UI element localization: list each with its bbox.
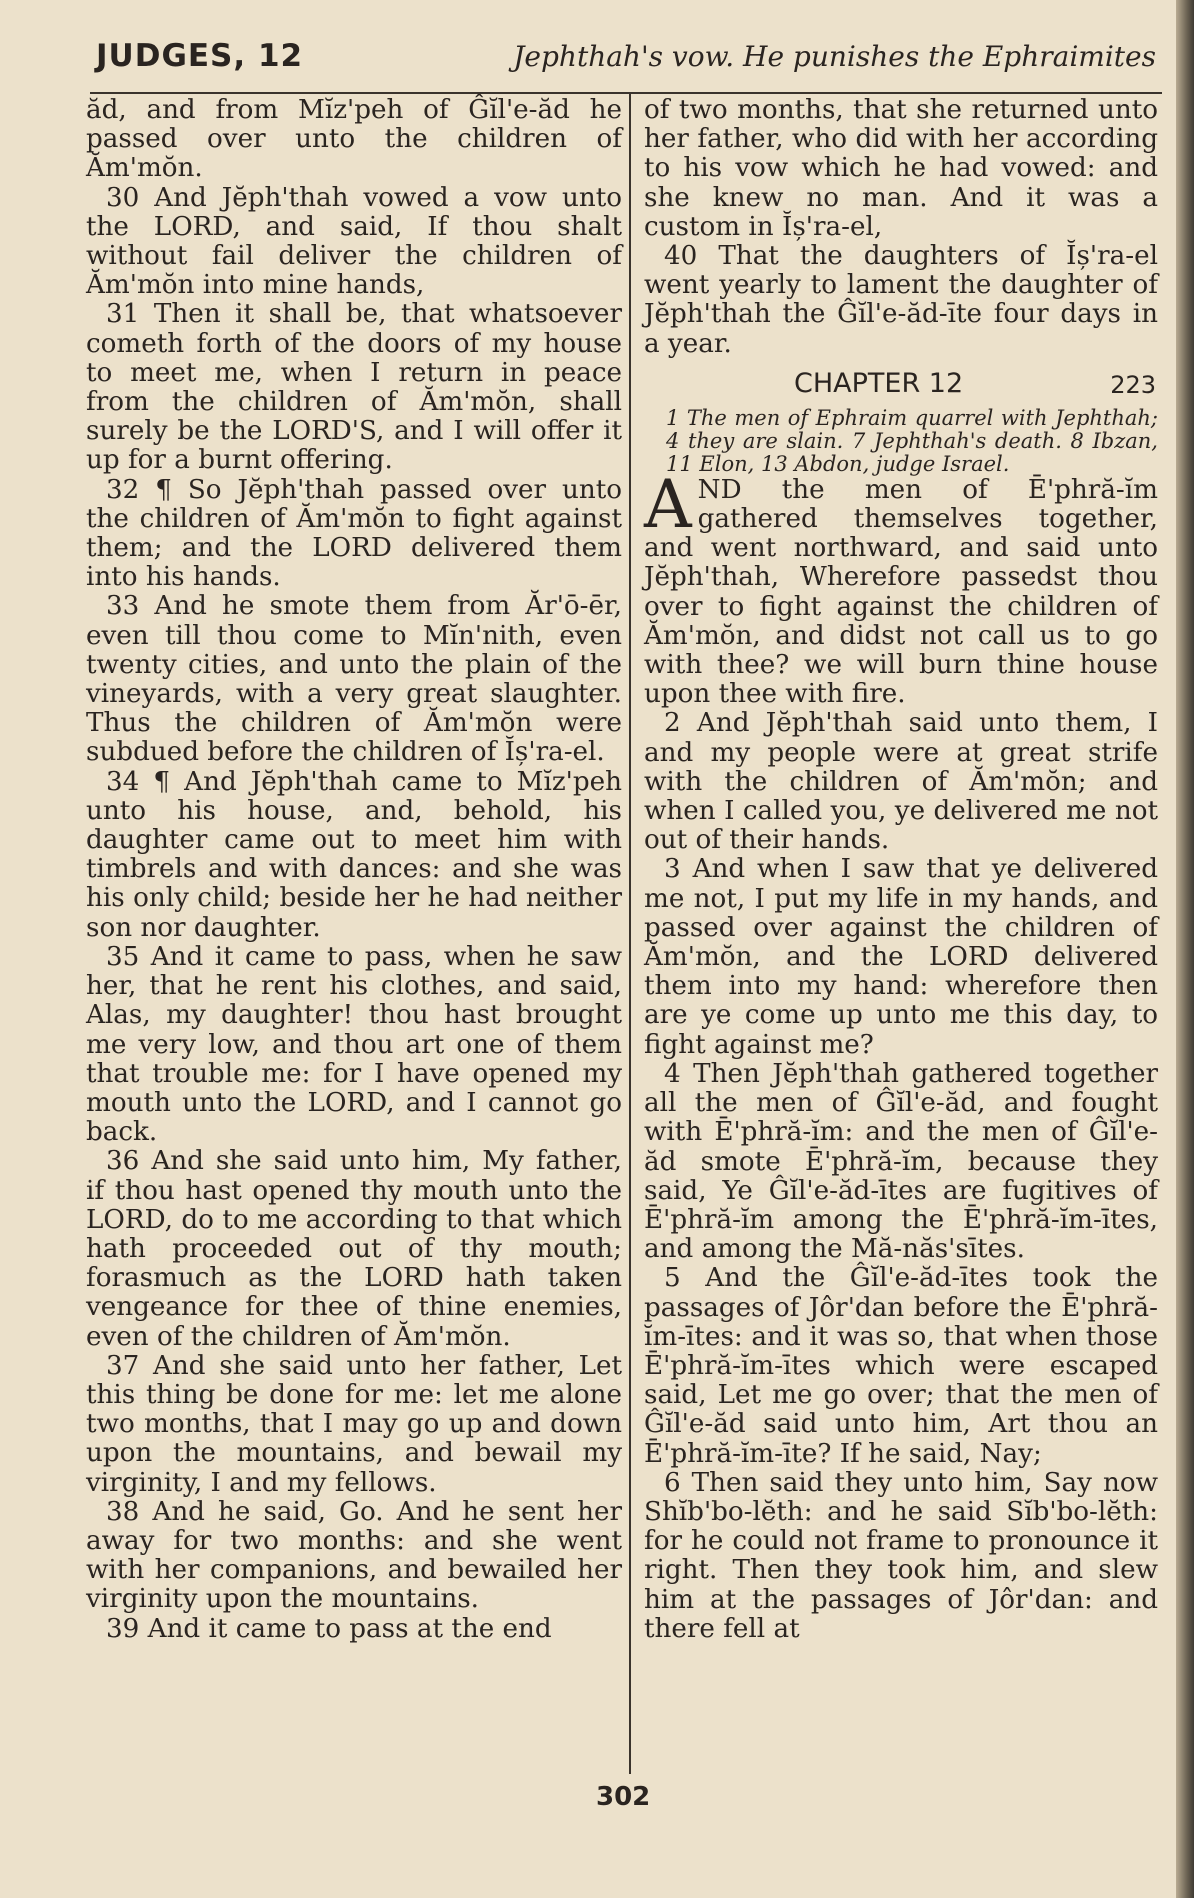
chapter-heading [644, 363, 1158, 407]
verse-31: 31 Then it shall be, that whatsoever cometh forth of the doors of my house to meet me, when I return in peace from the children of Ăm'mŏn, shall surely be the LORD'S, and I will offer it up for a burnt offering. [86, 299, 622, 476]
verse-4: 4 Then Jĕph'thah gathered together all the men of Ĝĭl'e-ăd, and fought with Ē'phră-ĭm: and the men of Ĝĭl'e-ăd smote Ē'phră-ĭm, because they said, Ye Ĝĭl'e-ăd-ītes are fugitives of Ē'phră-ĭm among the Ē'phră-ĭm-ītes, and among the Mă-năs'sītes. [644, 1058, 1158, 1265]
verse-33: 33 And he smote them from Ăr'ō-ēr, even till thou come to Mĭn'nith, even twenty cities, and unto the plain of the vineyards, with a very great slaughter. Thus the children of Ăm'mŏn were subdued before the children of Ĭș'ra-el. [86, 591, 622, 768]
book-chapter-heading: JUDGES, 12 [96, 38, 304, 74]
drop-cap: A [644, 465, 692, 543]
page-topic-heading: Jephthah's vow. He punishes the Ephraimites [513, 40, 1156, 73]
verse-34: 34 ¶ And Jĕph'thah came to Mĭz'peh unto his house, and, behold, his daughter came out to meet him with timbrels and with dances: and she was his only child; beside her he had neither son nor daughter. [86, 766, 622, 943]
verse-39: 39 And it came to pass at the end [106, 1613, 552, 1644]
verse-30: 30 And Jĕph'thah vowed a vow unto the LORD, and said, If thou shalt without fail deliver the children of Ăm'mŏn into mine hands, [86, 182, 623, 301]
column-divider [629, 94, 631, 1774]
verse-32: 32 ¶ So Jĕph'thah passed over unto the children of Ăm'mŏn to fight against them; and the LORD delivered them into his hands. [86, 474, 623, 593]
verse-continuation: ăd, and from Mĭz'peh of Ĝĭl'e-ăd he passed over unto the children of Ăm'mŏn. [86, 95, 622, 184]
verse-40: 40 That the daughters of Ĭș'ra-el went yearly to lament the daughter of Jĕph'thah the Ĝĭl'e-ăd-īte four days in a year. [644, 241, 1158, 359]
verse-35: 35 And it came to pass, when he saw her, that he rent his clothes, and said, Alas, my daughter! thou hast brought me very low, and thou art one of them that trouble me: for I have opened my mouth unto the LORD, and I cannot go back. [86, 941, 623, 1148]
verse-6: 6 Then said they unto him, Say now Shĭb'bo-lĕth: and he said Sĭb'bo-lĕth: for he could not frame to pronounce it right. Then they took him, and slew him at the passages of Jôr'dan: and there fell at [644, 1467, 1159, 1644]
page-edge-shadow [1176, 0, 1194, 1898]
running-head [96, 38, 1156, 88]
chapter-summary: 1 The men of Ephraim quarrel with Jephthah; 4 they are slain. 7 Jephthah's death. 8 Ibzan, 11 Elon, 13 Abdon, judge Israel. [666, 405, 1158, 476]
left-column [86, 96, 622, 1644]
verse-3: 3 And when I saw that ye delivered me not, I put my life in my hands, and passed over against the children of Ăm'mŏn, and the LORD delivered them into my hand: wherefore then are ye come up unto me this day, to fight against me? [644, 854, 1158, 1060]
chapter-title: CHAPTER 12 [794, 367, 964, 399]
verse-37: 37 And she said unto her father, Let this thing be done for me: let me alone two months, that I may go up and down upon the mountains, and bewail my virginity, I and my fellows. [86, 1350, 623, 1498]
verse-5: 5 And the Ĝĭl'e-ăd-ītes took the passages of Jôr'dan before the Ē'phră-ĭm-ītes: and it was so, that when those Ē'phră-ĭm-ītes which were escaped said, Let me go over; that the men of Ĝĭl'e-ăd said unto him, Art thou an Ē'phră-ĭm-īte? If he said, Nay; [644, 1263, 1158, 1469]
chapter-reference-number: 223 [1110, 370, 1156, 399]
verse-38: 38 And he said, Go. And he sent her away for two months: and she went with her companions, and bewailed her virginity upon the mountains. [86, 1496, 622, 1615]
verse-2: 2 And Jĕph'thah said unto them, I and my people were at great strife with the children of Ăm'mŏn; and when I called you, ye delivered me not out of their hands. [644, 708, 1158, 856]
right-column [644, 96, 1158, 1644]
verse-continuation: of two months, that she returned unto her father, who did with her according to his vow which he had vowed: and she knew no man. And it was a custom in Ĭș'ra-el, [644, 95, 1158, 242]
verse-1: AND the men of Ē'phră-ĭm gathered themselves together, and went northward, and said unto Jĕph'thah, Wherefore passedst thou over to fight against the children of Ăm'mŏn, and didst not call us to go with thee? we will burn thine house upon thee with fire. [644, 465, 1158, 710]
verse-36: 36 And she said unto him, My father, if thou hast opened thy mouth unto the LORD, do to me according to that which hath proceeded out of thy mouth; forasmuch as the LORD hath taken vengeance for thee of thine enemies, even of the children of Ăm'mŏn. [86, 1146, 622, 1352]
header-rule [90, 92, 1162, 94]
page-number: 302 [596, 1782, 651, 1812]
